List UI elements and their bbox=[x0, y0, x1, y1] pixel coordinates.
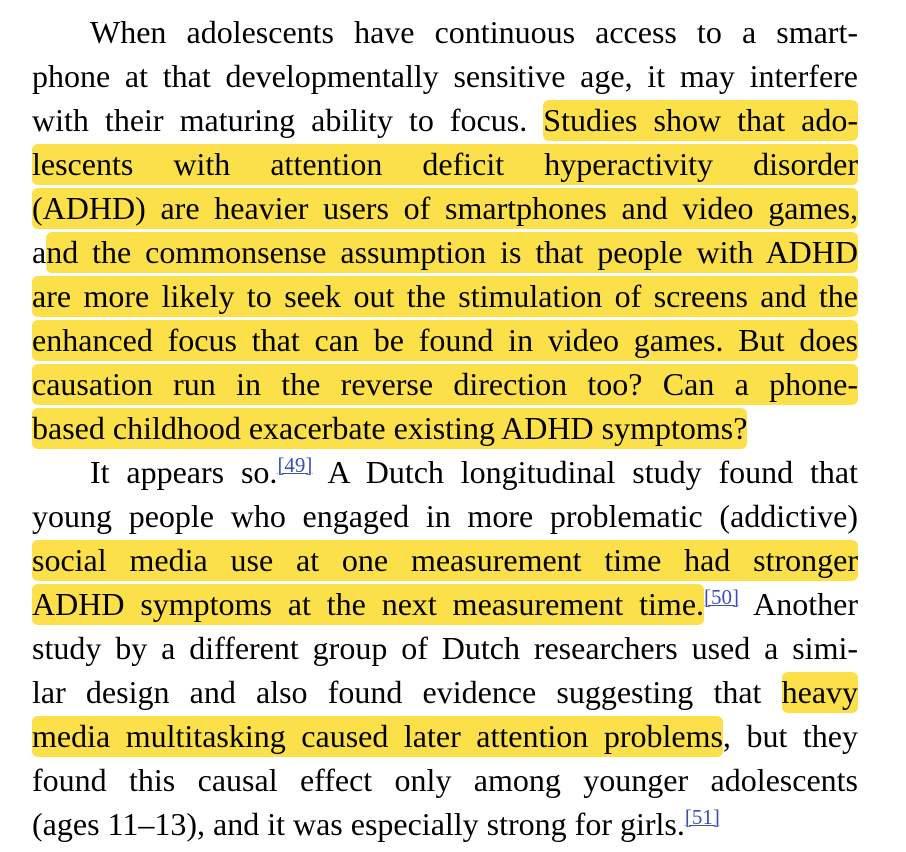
text-line bbox=[32, 406, 858, 450]
highlight[interactable]: based childhood exacerbate existing ADHD symptoms? bbox=[32, 408, 747, 449]
text-line bbox=[32, 450, 858, 494]
highlight[interactable]: causation run in the reverse direction too? Can a phone- bbox=[32, 364, 858, 405]
highlight[interactable]: media multitasking caused later attention problems bbox=[32, 716, 723, 757]
text-line bbox=[32, 670, 858, 714]
paragraph-2 bbox=[32, 450, 858, 846]
text-line bbox=[32, 54, 858, 98]
text-line bbox=[32, 98, 858, 142]
footnote-link-51[interactable]: [51] bbox=[684, 805, 720, 829]
highlight[interactable]: (ADHD) are heavier users of smartphones and video games, bbox=[32, 188, 858, 229]
text-run: found this causal effect only among younger adolescents bbox=[32, 762, 858, 798]
text-run: It appears so. bbox=[90, 454, 278, 490]
text-line bbox=[32, 362, 858, 406]
text-run: A Dutch longitudinal study found that bbox=[327, 454, 859, 490]
text-line bbox=[32, 318, 858, 362]
text-run: young people who engaged in more problematic (addictive) bbox=[32, 498, 858, 534]
footnote-link-49[interactable]: [49] bbox=[277, 453, 313, 477]
highlight[interactable]: lescents with attention deficit hyperactivity disorder bbox=[32, 144, 858, 185]
text-run: (ages 11–13), and it was especially strong for girls. bbox=[32, 806, 685, 842]
text-line bbox=[32, 714, 858, 758]
highlight[interactable]: ADHD symptoms at the next measurement time. bbox=[32, 584, 704, 625]
text-line bbox=[32, 538, 858, 582]
highlight[interactable]: nd the commonsense assumption is that people with ADHD bbox=[46, 232, 858, 273]
text-line bbox=[32, 758, 858, 802]
text-line bbox=[32, 494, 858, 538]
text-line bbox=[32, 230, 858, 274]
text-run: phone at that developmentally sensitive age, it may interfere bbox=[32, 58, 858, 94]
text-line bbox=[32, 10, 858, 54]
text-run: with their maturing ability to focus. bbox=[32, 102, 528, 138]
text-run: Another bbox=[753, 586, 859, 622]
highlight[interactable]: Studies show that ado- bbox=[543, 100, 858, 141]
highlight[interactable]: enhanced focus that can be found in video games. But does bbox=[32, 320, 858, 361]
text-run: study by a different group of Dutch researchers used a simi- bbox=[32, 630, 858, 666]
text-line bbox=[32, 582, 858, 626]
text-line bbox=[32, 626, 858, 670]
text-run: , but they bbox=[722, 718, 859, 754]
book-page bbox=[32, 10, 858, 846]
text-line bbox=[32, 186, 858, 230]
text-run: When adolescents have continuous access to a smart- bbox=[90, 14, 858, 50]
highlight[interactable]: are more likely to seek out the stimulation of screens and the bbox=[32, 276, 858, 317]
footnote-link-50[interactable]: [50] bbox=[704, 585, 740, 609]
highlight[interactable]: heavy bbox=[782, 672, 858, 713]
highlight[interactable]: social media use at one measurement time had stronger bbox=[32, 540, 858, 581]
text-line bbox=[32, 274, 858, 318]
text-line bbox=[32, 142, 858, 186]
text-run: lar design and also found evidence suggesting that bbox=[32, 674, 762, 710]
text-run: a bbox=[32, 234, 47, 270]
text-line bbox=[32, 802, 858, 846]
paragraph-1 bbox=[32, 10, 858, 450]
